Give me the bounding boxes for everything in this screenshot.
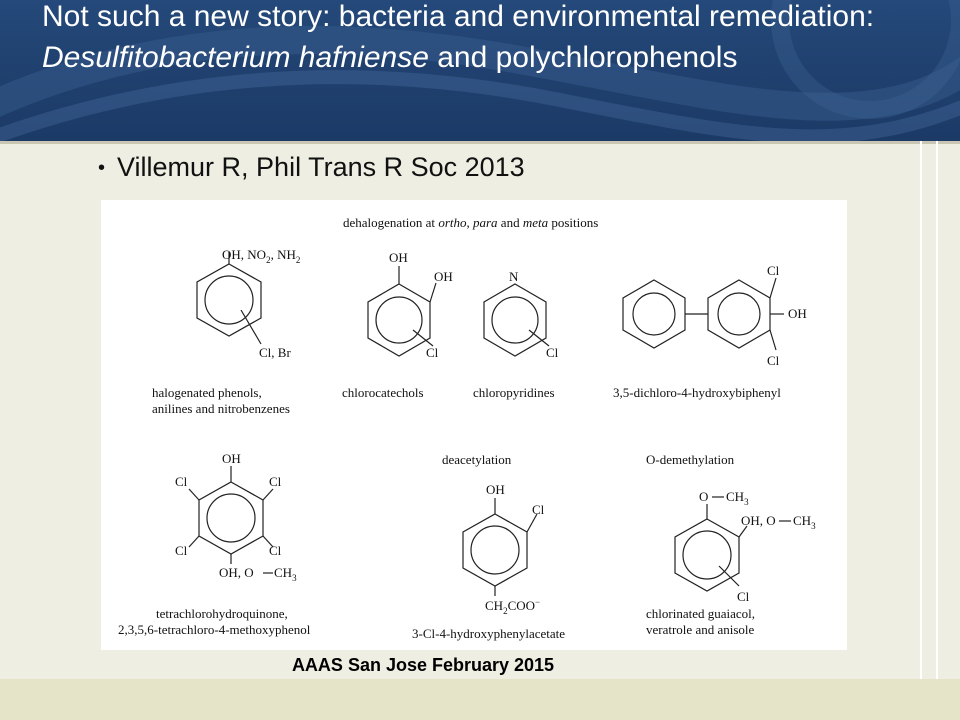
- svg-text:Cl: Cl: [546, 345, 559, 360]
- figure-heading: dehalogenation at ortho, para and meta positions: [343, 215, 599, 230]
- title-divider: [0, 141, 960, 144]
- svg-text:Cl: Cl: [175, 543, 188, 558]
- caption-guaiacol: chlorinated guaiacol,: [646, 606, 756, 621]
- svg-text:Cl: Cl: [269, 543, 282, 558]
- caption-halogenated-phenols: halogenated phenols,: [152, 385, 262, 400]
- footer-event: AAAS San Jose February 2015: [291, 655, 555, 675]
- caption-chlorocatechols: chlorocatechols: [342, 385, 424, 400]
- svg-text:CH3: $CH_3$: [274, 565, 297, 583]
- svg-text:Cl: Cl: [175, 474, 188, 489]
- caption-tetrachloro: tetrachlorohydroquinone,: [156, 606, 288, 621]
- svg-text:Cl: Cl: [532, 502, 545, 517]
- footer-band: [0, 679, 960, 720]
- svg-text:Cl: Cl: [426, 345, 439, 360]
- caption-guaiacol: veratrole and anisole: [646, 622, 755, 637]
- svg-text:Cl: Cl: [767, 263, 780, 278]
- svg-text:OH: OH: [222, 451, 241, 466]
- caption-halogenated-phenols: anilines and nitrobenzenes: [152, 401, 290, 416]
- svg-text:Cl, Br: Cl, Br: [259, 345, 291, 360]
- svg-text:N: N: [509, 269, 519, 284]
- title-bar: [0, 0, 960, 141]
- svg-text:Cl: Cl: [737, 589, 750, 604]
- citation-bullet: [98, 152, 525, 183]
- svg-text:CH3: $CH_3$: [793, 513, 816, 531]
- svg-text:CH2COO−: $CH_2COO^-$: [485, 597, 541, 616]
- right-rule: [920, 141, 922, 679]
- caption-chloropyridines: chloropyridines: [473, 385, 555, 400]
- svg-text:OH: OH: [486, 482, 505, 497]
- svg-text:OH: OH: [788, 306, 807, 321]
- bullet-dot-icon: •: [98, 157, 106, 180]
- right-rule: [936, 141, 938, 679]
- label-deacetylation: deacetylation: [442, 452, 512, 467]
- caption-hydroxyphenylacetate: 3-Cl-4-hydroxyphenylacetate: [412, 626, 566, 641]
- svg-text:Cl: Cl: [269, 474, 282, 489]
- svg-text:O: O: [699, 489, 709, 504]
- svg-text:CH3: $CH_3$: [726, 489, 749, 507]
- svg-text:OH, O: OH, O: [219, 565, 254, 580]
- svg-text:OH, NO2, NH2: OH, $NO_2$, $NH_2$: [222, 247, 301, 265]
- svg-text:Cl: Cl: [767, 353, 780, 368]
- svg-text:OH: OH: [389, 250, 408, 265]
- citation-text: Villemur R, Phil Trans R Soc 2013: [117, 152, 525, 182]
- caption-tetrachloro: 2,3,5,6-tetrachloro-4-methoxyphenol: [118, 622, 311, 637]
- svg-text:OH: OH: [434, 269, 453, 284]
- slide-title: Not such a new story: bacteria and environmental remediation: Desulfitobacterium hafniense and polychlorophenols: [42, 0, 875, 74]
- label-o-demethylation: O-demethylation: [646, 452, 735, 467]
- organism-name: Desulfitobacterium hafniense: [42, 41, 429, 74]
- svg-text:OH, O: OH, O: [741, 513, 776, 528]
- caption-biphenyl: 3,5-dichloro-4-hydroxybiphenyl: [613, 385, 781, 400]
- dehalogenation-figure: [101, 200, 847, 650]
